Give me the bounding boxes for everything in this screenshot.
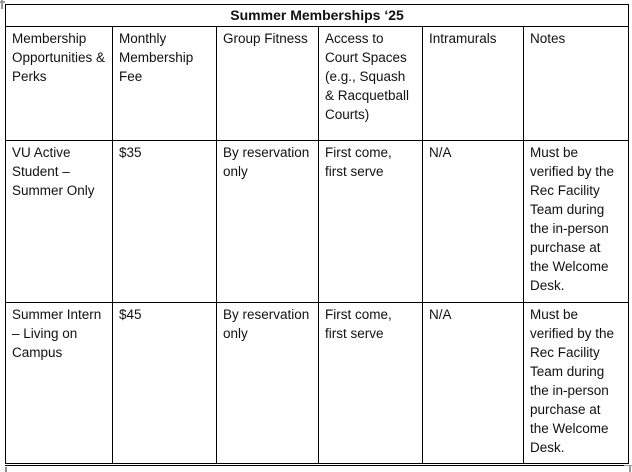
table-row-summer-intern [6,303,629,464]
cell-court-spaces: First come, first serve [319,141,423,303]
table-resize-handle[interactable] [624,465,632,467]
cell-group-fitness: By reservation only [217,141,319,303]
cell-membership-name: VU Active Student – Summer Only [6,141,113,303]
table-resize-handle[interactable] [629,465,631,472]
column-header-court-spaces: Access to Court Spaces (e.g., Squash & Racquetball Courts) [319,27,423,141]
column-header-notes: Notes [524,27,629,141]
table-row-vu-active-student [6,141,629,303]
memberships-table [5,4,629,464]
cell-court-spaces: First come, first serve [319,303,423,464]
cell-intramurals: N/A [423,303,524,464]
cell-fee: $45 [113,303,217,464]
column-header-intramurals: Intramurals [423,27,524,141]
next-row-left-border [5,467,7,472]
column-header-monthly-fee: Monthly Membership Fee [113,27,217,141]
cell-notes: Must be verified by the Rec Facility Team during the in-person purchase at the Welcome Desk. [524,141,629,303]
column-header-group-fitness: Group Fitness [217,27,319,141]
table-header-row [6,27,629,141]
table-title-row [6,5,629,27]
cell-membership-name: Summer Intern – Living on Campus [6,303,113,464]
cell-intramurals: N/A [423,141,524,303]
table-title: Summer Memberships ‘25 [6,5,629,27]
cell-notes: Must be verified by the Rec Facility Team during the in-person purchase at the Welcome Desk. [524,303,629,464]
table-move-handle[interactable] [0,1,5,3]
column-header-membership-opportunities: Membership Opportunities & Perks [6,27,113,141]
next-row-top-border [5,465,627,466]
cell-fee: $35 [113,141,217,303]
cell-group-fitness: By reservation only [217,303,319,464]
